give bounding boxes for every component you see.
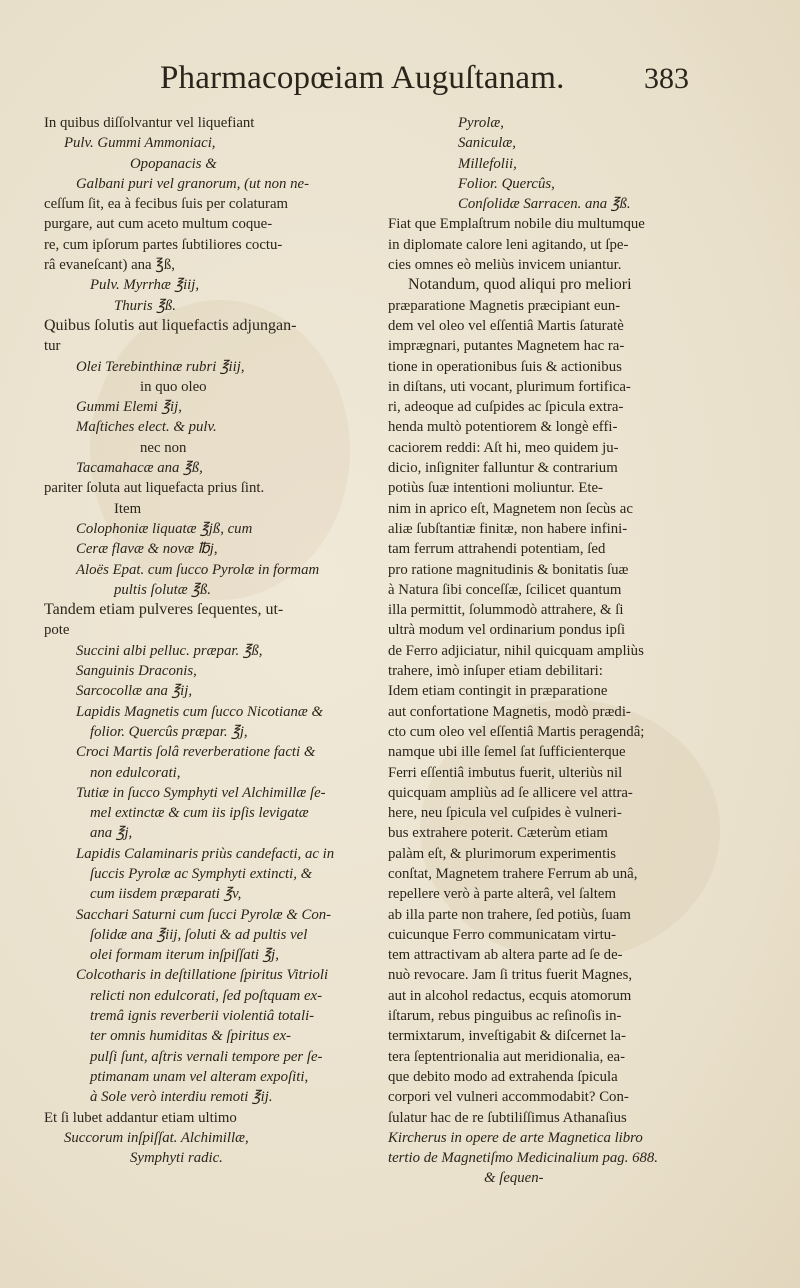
text-line: potiùs ſuæ intentioni moliuntur. Ete- (388, 480, 603, 497)
text-line: tem attractivam ab altera parte ad ſe de- (388, 947, 623, 964)
text-line: henda multò potentiorem & longè effi- (388, 419, 618, 436)
text-line: caciorem reddi: Aſt hi, meo quidem ju- (388, 439, 619, 456)
text-line: Idem etiam contingit in præparatione (388, 683, 608, 700)
text-line: illa permittit, ſolummodò attrahere, & ſi (388, 602, 624, 619)
text-line: nim in aprico eſt, Magnetem non ſecùs ac (388, 500, 633, 517)
text-line: ter omnis humiditas & ſpiritus ex- (90, 1028, 291, 1045)
text-line: bus extrahere poterit. Cæterùm etiam (388, 825, 608, 842)
text-line: Conſolidæ Sarracen. ana ℥ß. (458, 196, 631, 213)
text-line: Maſtiches elect. & pulv. (76, 419, 217, 436)
text-line: dicio, inſigniter falluntur & contrarium (388, 460, 618, 477)
text-line: Pyrolæ, (458, 115, 504, 131)
text-line: Ferri eſſentiâ imbutus fuerit, ulteriùs nil (388, 764, 623, 781)
text-line: ceſſum ſit, ea à fecibus ſuis per colaturam (44, 196, 289, 213)
text-line: ſulatur hac de re ſubtiliſſimus Athanaſius (388, 1109, 627, 1126)
text-line: Opopanacis & (130, 155, 217, 172)
text-line: cum iisdem præparati ℥v, (90, 886, 242, 903)
text-line: ultrà modum vel ordinarium pondus ipſi (388, 622, 626, 639)
text-line: Quibus ſolutis aut liquefactis adjungan- (44, 316, 297, 334)
text-line: Succini albi pelluc. præpar. ℥ß, (76, 642, 263, 659)
text-line: conſtat, Magnetem trahere Ferrum ab unâ, (388, 865, 638, 882)
text-line: Tutiæ in ſucco Symphyti vel Alchimillæ ſe- (76, 784, 326, 801)
text-line: purgare, aut cum aceto multum coque- (44, 216, 273, 233)
text-line: repellere verò à parte alterâ, vel ſaltem (388, 886, 616, 903)
text-line: non edulcorati, (90, 764, 181, 781)
text-line: termixtarum, inveſtigabit & diſcernet la- (388, 1028, 626, 1045)
text-line: Ceræ flavæ & novæ ℔j, (76, 541, 218, 558)
text-line: râ evaneſcant) ana ℥ß, (44, 257, 175, 274)
text-line: imprægnari, putantes Magnetem hac ra- (388, 338, 625, 355)
text-line: dem vel oleo vel eſſentiâ Martis ſaturatè (388, 317, 624, 334)
text-line: in quo oleo (140, 378, 207, 395)
text-line: nec non (140, 439, 187, 456)
text-line: Tandem etiam pulveres ſequentes, ut- (44, 601, 284, 619)
text-line: pultis ſolutæ ℥ß. (114, 581, 211, 598)
text-line: que debito modo ad extrahenda ſpicula (388, 1068, 618, 1085)
left-text-column (44, 113, 372, 1168)
text-line: aliæ ſubſtantiæ finitæ, non habere infini- (388, 520, 628, 537)
text-line: tione in operationibus ſuis & actionibus (388, 358, 622, 375)
text-line: Colcotharis in deſtillatione ſpiritus Vitrioli (76, 967, 329, 984)
text-line: tera ſeptentrionalia aut meridionalia, ea- (388, 1048, 626, 1065)
text-line: re, cum ipſorum partes ſubtiliores coctu- (44, 236, 283, 253)
page-number: 383 (644, 62, 689, 95)
text-line: Item (114, 500, 142, 517)
text-line: mel extinctæ & cum iis ipſis levigatæ (90, 805, 309, 822)
text-line: Sanguinis Draconis, (76, 663, 197, 680)
text-line: in diſtans, uti vocant, plurimum fortifica- (388, 378, 631, 395)
text-line: Lapidis Calaminaris priùs candefacti, ac in (76, 845, 335, 862)
text-line: tremâ ignis reverberii violentiâ totali- (90, 1008, 315, 1025)
text-line: nuò revocare. Jam ſi tritus fuerit Magnes, (388, 967, 633, 984)
text-line: Symphyti radic. (130, 1150, 223, 1167)
text-line: folior. Quercûs præpar. ℥j, (90, 723, 248, 740)
text-line: Fiat que Emplaſtrum nobile diu multumque (388, 216, 645, 233)
text-line: Colophoniæ liquatæ ℥jß, cum (76, 520, 253, 537)
text-line: pro ratione magnitudinis & bonitatis ſuæ (388, 561, 629, 578)
text-line: cies omnes eò meliùs invicem uniantur. (388, 257, 622, 274)
text-line: Tacamahacæ ana ℥ß, (76, 460, 203, 477)
text-line: aut confortatione Magnetis, modò prædi- (388, 703, 631, 720)
text-line: iſtarum, rebus pinguibus ac reſinoſis in- (388, 1008, 622, 1025)
text-line: ſolidæ ana ℥iij, ſoluti & ad pultis vel (90, 926, 308, 943)
text-line: ri, adeoque ad cuſpides ac ſpicula extra- (388, 399, 624, 416)
text-line: cto cum oleo vel eſſentiâ Martis peragendâ; (388, 723, 645, 740)
text-line: Sarcocollæ ana ℥ij, (76, 683, 193, 700)
text-line: relicti non edulcorati, ſed poſtquam ex- (90, 987, 323, 1004)
text-line: ptimanam unam vel alteram expoſiti, (90, 1068, 309, 1085)
text-line: ana ℥j, (90, 825, 133, 842)
text-line: Et ſi lubet addantur etiam ultimo (44, 1109, 237, 1126)
text-line: Succorum inſpiſſat. Alchimillæ, (64, 1129, 249, 1146)
text-line: Pulv. Gummi Ammoniaci, (64, 135, 216, 152)
text-line: Olei Terebinthinæ rubri ℥iij, (76, 358, 245, 375)
text-line: corpori vel vulneri accommodabit? Con- (388, 1089, 629, 1106)
text-line: Folior. Quercûs, (458, 175, 555, 192)
text-line: tam ferrum attrahendi potentiam, ſed (388, 541, 606, 558)
text-line: namque ubi ille ſemel ſat ſufficienterque (388, 744, 626, 761)
text-line: Kircherus in opere de arte Magnetica libro (388, 1129, 643, 1146)
text-line: Lapidis Magnetis cum ſucco Nicotianæ & (76, 703, 324, 720)
text-line: tur (44, 338, 61, 355)
text-line: cuicunque Ferro communicatam virtu- (388, 926, 617, 943)
text-line: olei formam iterum inſpiſſati ℥j, (90, 947, 279, 964)
text-line: In quibus diſſolvantur vel liquefiant (44, 115, 255, 131)
right-text-column (388, 113, 704, 1189)
text-line: aut in alcohol redactus, ecquis atomorum (388, 987, 632, 1004)
text-line: quicquam ampliùs ad ſe allicere vel attra- (388, 784, 633, 801)
text-line: Galbani puri vel granorum, (ut non ne- (76, 175, 310, 192)
text-line: ab illa parte non trahere, ſed potiùs, ſuam (388, 906, 631, 923)
text-line: Aloës Epat. cum ſucco Pyrolæ in formam (76, 561, 320, 578)
running-title: Pharmacopœiam Auguſtanam. (160, 60, 565, 96)
text-line: Thuris ℥ß. (114, 297, 176, 314)
text-line: trahere, imò inſuper etiam debilitari: (388, 663, 603, 680)
text-line: pariter ſoluta aut liquefacta prius ſint. (44, 480, 265, 497)
text-line: tertio de Magnetiſmo Medicinalium pag. 688. (388, 1150, 658, 1167)
text-line: Pulv. Myrrhæ ℥iij, (90, 277, 200, 294)
text-line: Notandum, quod aliqui pro meliori (408, 276, 632, 294)
text-line: ſuccis Pyrolæ ac Symphyti extincti, & (90, 865, 313, 882)
text-line: de Ferro adjiciatur, nihil quicquam ampliùs (388, 642, 644, 659)
text-line: præparatione Magnetis præcipiant eun- (388, 297, 621, 314)
text-line: Millefolii, (458, 155, 517, 172)
text-line: pote (44, 622, 70, 639)
text-line: Saniculæ, (458, 135, 516, 152)
text-line: palàm eſt, & plurimorum experimentis (388, 845, 617, 862)
text-line: Gummi Elemi ℥ij, (76, 399, 182, 416)
text-line: here, neu ſpicula vel cuſpides è vulneri- (388, 805, 622, 822)
page-header (0, 56, 800, 106)
text-line: in diplomate calore leni agitando, ut ſpe- (388, 236, 629, 253)
text-line: pulſi ſunt, aſtris vernali tempore per ſe- (90, 1048, 323, 1065)
text-line: Croci Martis ſolâ reverberatione facti & (76, 744, 316, 761)
text-line: à Natura ſibi conceſſæ, ſcilicet quantum (388, 581, 622, 598)
text-line: à Sole verò interdiu remoti ℥ij. (90, 1089, 273, 1106)
text-line: Sacchari Saturni cum ſucci Pyrolæ & Con- (76, 906, 332, 923)
text-line: & ſequen- (484, 1170, 544, 1187)
